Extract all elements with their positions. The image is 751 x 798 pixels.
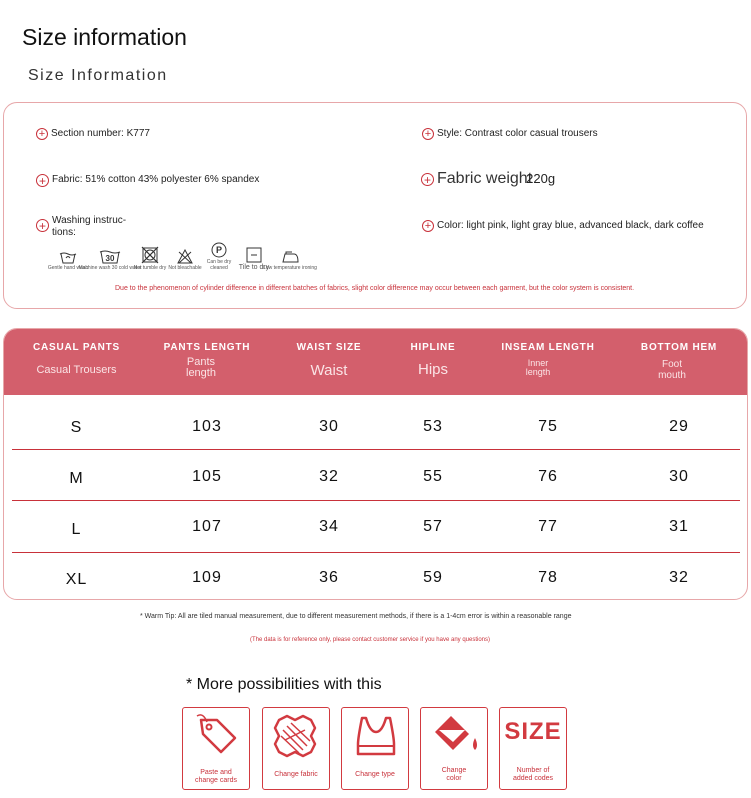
care-label: Gentle hand wash <box>47 265 89 271</box>
no-bleach <box>168 249 202 271</box>
fabric-weight-info <box>421 170 555 188</box>
row-divider <box>12 449 740 450</box>
section-number <box>36 128 150 140</box>
no-tumble-dry-icon <box>141 246 159 264</box>
waist-value: 32 <box>319 468 339 485</box>
washing-info <box>36 215 126 239</box>
color-text: Color: light pink, light gray blue, advanced black, dark coffee <box>437 220 704 231</box>
plus-icon: + <box>36 219 49 232</box>
size-table-header <box>4 329 747 395</box>
tile-change-cards[interactable] <box>182 707 250 790</box>
color-difference-notice: Due to the phenomenon of cylinder difference in different batches of fabrics, slight color difference may occur between each garment, but the color system is consistent. <box>115 285 635 292</box>
pants-length-value: 109 <box>192 569 222 586</box>
inseam-value: 77 <box>538 518 558 535</box>
care-label: Not bleachable <box>168 265 202 271</box>
plus-icon: + <box>36 174 49 187</box>
header-inseam-length <box>483 329 613 395</box>
size-label: L <box>71 521 82 538</box>
tile-change-fabric[interactable] <box>262 707 330 790</box>
washing-label: Washing instruc- tions: <box>52 215 127 238</box>
waist-value: 36 <box>319 569 339 586</box>
more-possibilities-title: * More possibilities with this <box>186 676 382 693</box>
warm-tip: * Warm Tip: All are tiled manual measurement, due to different measurement methods, if there is a 1-4cm error is within a reasonable range <box>140 613 572 620</box>
header-en: PANTS LENGTH <box>163 342 251 353</box>
header-sub: Pants length <box>186 356 216 379</box>
header-en: HIPLINE <box>410 342 456 353</box>
fabric-weight-value: 220g <box>526 171 556 186</box>
tile-change-type[interactable] <box>341 707 409 790</box>
dry-clean <box>202 242 236 271</box>
inseam-value: 76 <box>538 468 558 485</box>
header-en: WAIST SIZE <box>296 342 362 353</box>
tile-label: Change color <box>441 767 467 782</box>
header-sub: Hips <box>417 361 448 378</box>
page-subtitle: Size Information <box>28 67 168 84</box>
waist-value: 30 <box>319 418 339 435</box>
care-label: Can be dry cleaned <box>206 259 232 271</box>
header-en: CASUAL PANTS <box>32 342 120 353</box>
care-label: Low temperature ironing <box>263 265 317 271</box>
plus-icon: + <box>421 173 434 186</box>
no-bleach-icon <box>177 249 193 264</box>
row-divider <box>12 552 740 553</box>
svg-text:30: 30 <box>105 254 115 263</box>
header-en: INSEAM LENGTH <box>501 342 595 353</box>
hipline-value: 53 <box>423 418 443 435</box>
fabric-icon <box>263 708 331 768</box>
header-casual-pants <box>4 329 149 395</box>
row-divider <box>12 500 740 501</box>
header-pants-length <box>144 329 270 395</box>
care-label: Not tumble dry <box>133 265 167 271</box>
bottom-hem-value: 31 <box>669 518 689 535</box>
section-number-text: Section number: K777 <box>51 128 150 139</box>
bottom-hem-value: 32 <box>669 569 689 586</box>
size-label: S <box>70 419 83 436</box>
garment-type-icon <box>342 708 410 768</box>
plus-icon: + <box>422 220 434 232</box>
care-label: Machine wash 30 cold water <box>78 265 142 271</box>
hipline-value: 57 <box>423 518 443 535</box>
reference-note: (The data is for reference only, please contact customer service if you have any questions) <box>250 637 491 643</box>
plus-icon: + <box>422 128 434 140</box>
style-text: Style: Contrast color casual trousers <box>437 128 598 139</box>
pants-length-value: 107 <box>192 518 222 535</box>
tile-change-color[interactable] <box>420 707 488 790</box>
size-table <box>3 328 748 600</box>
machine-wash-30 <box>78 248 142 271</box>
pants-length-value: 103 <box>192 418 222 435</box>
pants-length-value: 105 <box>192 468 222 485</box>
tile-label: Paste and change cards <box>194 769 238 784</box>
size-label: M <box>69 470 84 487</box>
style-info <box>422 128 598 140</box>
bottom-hem-value: 30 <box>669 468 689 485</box>
plus-icon: + <box>36 128 48 140</box>
fabric-weight-label: Fabric weight <box>437 170 533 187</box>
iron-icon <box>280 250 300 264</box>
color-info <box>422 220 704 232</box>
page-title: Size information <box>22 24 187 50</box>
hipline-value: 59 <box>423 569 443 586</box>
hipline-value: 55 <box>423 468 443 485</box>
header-bottom-hem <box>616 329 742 395</box>
tile-label: Number of added codes <box>512 767 554 782</box>
care-icons-row <box>47 242 317 271</box>
size-icon: SIZE <box>504 718 562 745</box>
tile-added-codes[interactable] <box>499 707 567 790</box>
care-label: Tile to dry <box>238 264 270 271</box>
machine-wash-30-icon <box>99 248 121 264</box>
gentle-hand-wash-icon <box>59 250 77 264</box>
tile-dry-icon <box>246 247 262 263</box>
paint-bucket-icon <box>421 708 489 768</box>
size-label: XL <box>65 571 88 588</box>
bottom-hem-value: 29 <box>669 418 689 435</box>
svg-text:P: P <box>215 245 223 255</box>
tag-icon <box>183 708 251 768</box>
tile-label: Change fabric <box>274 771 318 778</box>
header-sub: Inner length <box>525 358 551 377</box>
inseam-value: 78 <box>538 569 558 586</box>
waist-value: 34 <box>319 518 339 535</box>
header-sub: Foot mouth <box>658 359 686 381</box>
dry-clean-icon <box>211 242 227 258</box>
header-sub: Casual Trousers <box>36 364 117 376</box>
fabric-info <box>36 174 259 187</box>
header-en: BOTTOM HEM <box>640 342 718 353</box>
header-sub: Waist <box>310 362 348 379</box>
no-tumble-dry <box>132 246 168 271</box>
iron <box>263 250 317 271</box>
tile-label: Change type <box>355 771 395 778</box>
fabric-text: Fabric: 51% cotton 43% polyester 6% spandex <box>52 174 260 185</box>
inseam-value: 75 <box>538 418 558 435</box>
